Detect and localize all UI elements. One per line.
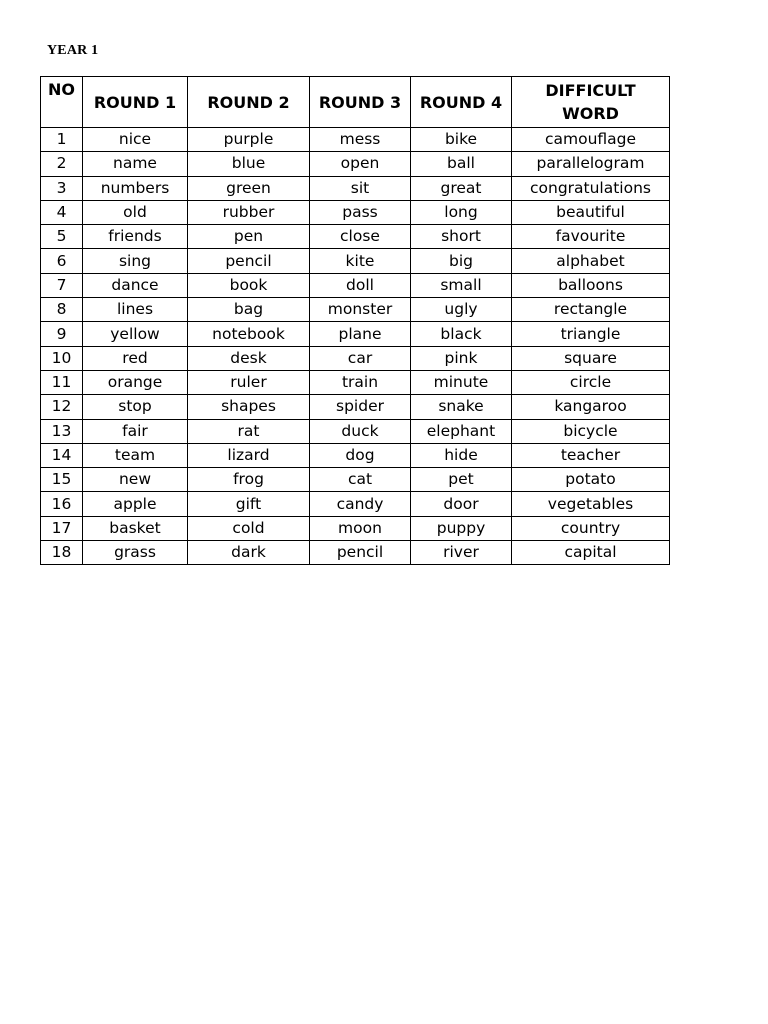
cell-round-1: dance (83, 273, 188, 297)
document-heading: YEAR 1 (47, 43, 99, 58)
cell-round-3: moon (310, 516, 411, 540)
cell-round-4: black (411, 322, 512, 346)
cell-round-1: old (83, 200, 188, 224)
cell-round-3: car (310, 346, 411, 370)
cell-round-4: big (411, 249, 512, 273)
cell-round-3: mess (310, 128, 411, 152)
header-difficult-word (512, 77, 670, 128)
cell-round-1: stop (83, 395, 188, 419)
cell-round-3: monster (310, 298, 411, 322)
cell-no: 1 (41, 128, 83, 152)
cell-round-2: green (188, 176, 310, 200)
cell-difficult-word: favourite (512, 225, 670, 249)
header-difficult-line-1: DIFFICULT (545, 81, 636, 100)
cell-no: 9 (41, 322, 83, 346)
cell-round-4: ball (411, 152, 512, 176)
cell-difficult-word: circle (512, 370, 670, 394)
cell-round-4: hide (411, 443, 512, 467)
header-round-3: ROUND 3 (310, 77, 411, 128)
cell-round-1: team (83, 443, 188, 467)
cell-round-1: name (83, 152, 188, 176)
cell-round-2: lizard (188, 443, 310, 467)
cell-round-3: kite (310, 249, 411, 273)
cell-round-2: pencil (188, 249, 310, 273)
cell-difficult-word: capital (512, 541, 670, 565)
table-row (41, 443, 670, 467)
cell-round-3: doll (310, 273, 411, 297)
cell-difficult-word: alphabet (512, 249, 670, 273)
cell-round-3: pencil (310, 541, 411, 565)
cell-no: 7 (41, 273, 83, 297)
table-row (41, 370, 670, 394)
cell-round-1: yellow (83, 322, 188, 346)
cell-round-3: train (310, 370, 411, 394)
cell-round-1: fair (83, 419, 188, 443)
cell-round-3: sit (310, 176, 411, 200)
cell-round-2: bag (188, 298, 310, 322)
cell-round-3: close (310, 225, 411, 249)
cell-round-2: rat (188, 419, 310, 443)
table-header-row (41, 77, 670, 128)
cell-round-3: spider (310, 395, 411, 419)
cell-no: 8 (41, 298, 83, 322)
table-row (41, 152, 670, 176)
cell-no: 12 (41, 395, 83, 419)
cell-round-3: candy (310, 492, 411, 516)
cell-round-1: new (83, 468, 188, 492)
cell-round-1: nice (83, 128, 188, 152)
cell-round-4: great (411, 176, 512, 200)
cell-round-4: small (411, 273, 512, 297)
cell-round-1: basket (83, 516, 188, 540)
cell-difficult-word: square (512, 346, 670, 370)
cell-difficult-word: congratulations (512, 176, 670, 200)
table-row (41, 516, 670, 540)
cell-round-2: purple (188, 128, 310, 152)
table-row (41, 492, 670, 516)
cell-round-2: notebook (188, 322, 310, 346)
header-round-2: ROUND 2 (188, 77, 310, 128)
cell-no: 15 (41, 468, 83, 492)
table-row (41, 419, 670, 443)
cell-round-4: puppy (411, 516, 512, 540)
table-row (41, 322, 670, 346)
cell-round-1: apple (83, 492, 188, 516)
cell-round-3: open (310, 152, 411, 176)
cell-no: 10 (41, 346, 83, 370)
cell-round-2: gift (188, 492, 310, 516)
cell-round-4: river (411, 541, 512, 565)
cell-round-2: desk (188, 346, 310, 370)
cell-round-3: dog (310, 443, 411, 467)
cell-round-4: ugly (411, 298, 512, 322)
cell-no: 16 (41, 492, 83, 516)
cell-round-2: dark (188, 541, 310, 565)
cell-round-1: grass (83, 541, 188, 565)
table-row (41, 298, 670, 322)
header-difficult-line-2: WORD (562, 104, 619, 123)
table-row (41, 541, 670, 565)
cell-round-4: pink (411, 346, 512, 370)
cell-round-4: elephant (411, 419, 512, 443)
table-row (41, 128, 670, 152)
cell-round-4: door (411, 492, 512, 516)
cell-round-2: book (188, 273, 310, 297)
header-round-4: ROUND 4 (411, 77, 512, 128)
cell-difficult-word: triangle (512, 322, 670, 346)
cell-round-2: cold (188, 516, 310, 540)
cell-difficult-word: bicycle (512, 419, 670, 443)
cell-round-4: bike (411, 128, 512, 152)
cell-round-4: minute (411, 370, 512, 394)
header-no: NO (41, 77, 83, 128)
cell-difficult-word: vegetables (512, 492, 670, 516)
spelling-word-table (40, 76, 670, 565)
cell-difficult-word: parallelogram (512, 152, 670, 176)
cell-difficult-word: rectangle (512, 298, 670, 322)
table-row (41, 176, 670, 200)
cell-no: 4 (41, 200, 83, 224)
cell-no: 2 (41, 152, 83, 176)
table-row (41, 249, 670, 273)
cell-round-4: short (411, 225, 512, 249)
cell-round-2: rubber (188, 200, 310, 224)
table-row (41, 200, 670, 224)
cell-round-1: orange (83, 370, 188, 394)
cell-round-1: numbers (83, 176, 188, 200)
cell-difficult-word: kangaroo (512, 395, 670, 419)
cell-no: 6 (41, 249, 83, 273)
cell-no: 5 (41, 225, 83, 249)
table-row (41, 395, 670, 419)
cell-no: 14 (41, 443, 83, 467)
cell-round-4: snake (411, 395, 512, 419)
header-round-1: ROUND 1 (83, 77, 188, 128)
cell-round-2: shapes (188, 395, 310, 419)
cell-round-2: blue (188, 152, 310, 176)
cell-difficult-word: teacher (512, 443, 670, 467)
table-row (41, 346, 670, 370)
cell-round-4: pet (411, 468, 512, 492)
table-row (41, 225, 670, 249)
cell-round-1: sing (83, 249, 188, 273)
cell-round-3: cat (310, 468, 411, 492)
cell-no: 3 (41, 176, 83, 200)
cell-difficult-word: balloons (512, 273, 670, 297)
cell-round-2: pen (188, 225, 310, 249)
cell-round-2: frog (188, 468, 310, 492)
cell-round-3: duck (310, 419, 411, 443)
cell-no: 11 (41, 370, 83, 394)
cell-difficult-word: potato (512, 468, 670, 492)
table-row (41, 273, 670, 297)
cell-round-1: lines (83, 298, 188, 322)
cell-round-4: long (411, 200, 512, 224)
cell-no: 17 (41, 516, 83, 540)
table-row (41, 468, 670, 492)
cell-difficult-word: camouflage (512, 128, 670, 152)
table-body (41, 128, 670, 565)
cell-round-1: friends (83, 225, 188, 249)
cell-round-3: pass (310, 200, 411, 224)
cell-round-2: ruler (188, 370, 310, 394)
cell-no: 18 (41, 541, 83, 565)
cell-difficult-word: country (512, 516, 670, 540)
cell-round-3: plane (310, 322, 411, 346)
cell-difficult-word: beautiful (512, 200, 670, 224)
cell-no: 13 (41, 419, 83, 443)
cell-round-1: red (83, 346, 188, 370)
